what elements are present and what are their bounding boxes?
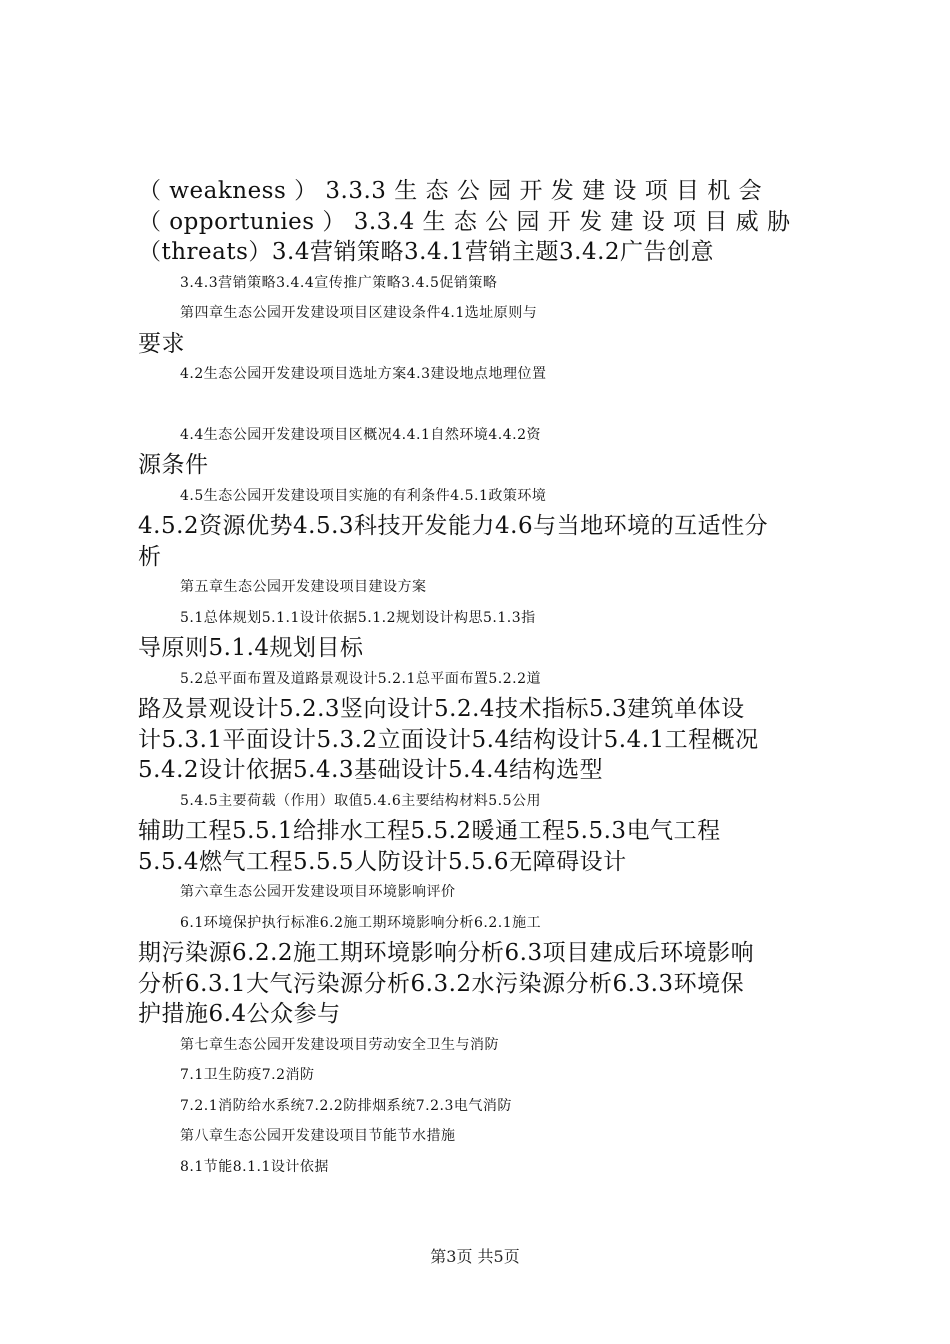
text-line: 路及景观设计5.2.3竖向设计5.2.4技术指标5.3建筑单体设 bbox=[138, 696, 745, 722]
text-line: 要求 bbox=[138, 330, 185, 357]
text-line: 分析6.3.1大气污染源分析6.3.2水污染源分析6.3.3环境保 bbox=[138, 970, 745, 997]
text-line: 8.1节能8.1.1设计依据 bbox=[180, 1158, 329, 1175]
chapter-heading: 第六章生态公园开发建设项目环境影响评价 bbox=[180, 884, 456, 900]
document-body bbox=[138, 176, 832, 1182]
text-line: 4.5.2资源优势4.5.3科技开发能力4.6与当地环境的互适性分 bbox=[138, 513, 769, 539]
chapter-heading: 第四章生态公园开发建设项目区建设条件4.1选址原则与 bbox=[180, 305, 538, 321]
text-line: 计5.3.1平面设计5.3.2立面设计5.4结构设计5.4.1工程概况 bbox=[138, 726, 759, 753]
text-line: 期污染源6.2.2施工期环境影响分析6.3项目建成后环境影响 bbox=[138, 940, 755, 966]
text-line: 辅助工程5.5.1给排水工程5.5.2暖通工程5.5.3电气工程 bbox=[138, 818, 721, 844]
text-line: 3.4.3营销策略3.4.4宣传推广策略3.4.5促销策略 bbox=[180, 274, 498, 291]
chapter-heading: 第五章生态公园开发建设项目建设方案 bbox=[180, 579, 427, 595]
text-line: 5.4.5主要荷载（作用）取值5.4.6主要结构材料5.5公用 bbox=[180, 792, 542, 809]
text-line: （ opportunies ） 3.3.4 生 态 公 园 开 发 建 设 项 目 威 胁 bbox=[138, 208, 791, 235]
text-line: （threats）3.4营销策略3.4.1营销主题3.4.2广告创意 bbox=[138, 239, 715, 265]
page-number-footer: 第3页 共5页 bbox=[430, 1247, 520, 1266]
text-line: 6.1环境保护执行标准6.2施工期环境影响分析6.2.1施工 bbox=[180, 914, 542, 931]
text-line: 析 bbox=[138, 543, 162, 570]
text-line: 5.4.2设计依据5.4.3基础设计5.4.4结构选型 bbox=[138, 757, 604, 783]
text-line: 5.1总体规划5.1.1设计依据5.1.2规划设计构思5.1.3指 bbox=[180, 609, 536, 626]
text-line: 7.2.1消防给水系统7.2.2防排烟系统7.2.3电气消防 bbox=[180, 1097, 512, 1114]
text-line: 护措施6.4公众参与 bbox=[138, 1001, 341, 1027]
text-line: 5.2总平面布置及道路景观设计5.2.1总平面布置5.2.2道 bbox=[180, 670, 542, 687]
text-line: （ weakness ） 3.3.3 生 态 公 园 开 发 建 设 项 目 机 会 bbox=[138, 178, 763, 204]
paragraph-gap bbox=[138, 390, 832, 420]
text-line: 5.5.4燃气工程5.5.5人防设计5.5.6无障碍设计 bbox=[138, 848, 627, 875]
chapter-heading: 第八章生态公园开发建设项目节能节水措施 bbox=[180, 1128, 456, 1144]
text-line: 导原则5.1.4规划目标 bbox=[138, 635, 364, 661]
text-line: 4.2生态公园开发建设项目选址方案4.3建设地点地理位置 bbox=[180, 366, 547, 382]
chapter-heading: 第七章生态公园开发建设项目劳动安全卫生与消防 bbox=[180, 1036, 499, 1053]
text-line: 7.1卫生防疫7.2消防 bbox=[180, 1067, 315, 1083]
text-line: 源条件 bbox=[138, 452, 209, 478]
text-line: 4.4生态公园开发建设项目区概况4.4.1自然环境4.4.2资 bbox=[180, 426, 542, 443]
text-line: 4.5生态公园开发建设项目实施的有利条件4.5.1政策环境 bbox=[180, 487, 547, 504]
